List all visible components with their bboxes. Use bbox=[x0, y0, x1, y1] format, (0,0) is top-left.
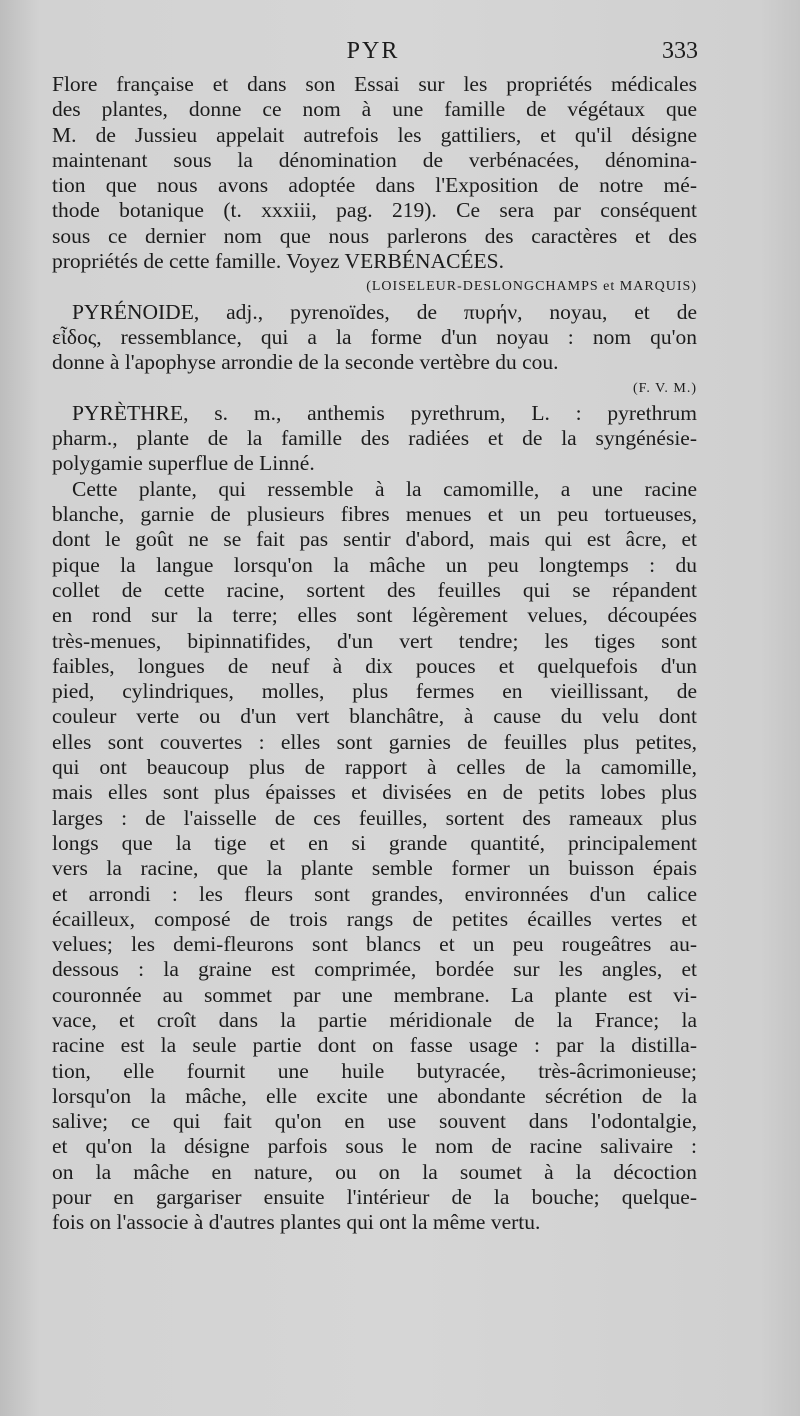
text-line: qui ont beaucoup plus de rapport à celles de la camomille, bbox=[52, 755, 697, 780]
entry-heading-line: PYRÈTHRE, s. m., anthemis pyrethrum, L. : pyrethrum bbox=[72, 400, 697, 425]
author-signature: (LOISELEUR-DESLONGCHAMPS et MARQUIS) bbox=[366, 279, 697, 295]
running-title: PYR bbox=[346, 38, 400, 64]
text-line: elles sont couvertes : elles sont garnies de feuilles plus petites, bbox=[52, 729, 697, 754]
text-line: couleur verte ou d'un vert blanchâtre, à cause du velu dont bbox=[52, 704, 697, 729]
text-line: très-menues, bipinnatifides, d'un vert tendre; les tiges sont bbox=[52, 628, 697, 653]
text-line: maintenant sous la dénomination de verbénacées, dénomina- bbox=[52, 147, 697, 172]
text-line: dont le goût ne se fait pas sentir d'abord, mais qui est âcre, et bbox=[52, 527, 697, 552]
text-line: polygamie superflue de Linné. bbox=[52, 451, 315, 476]
text-line: larges : de l'aisselle de ces feuilles, sortent des rameaux plus bbox=[52, 805, 697, 830]
text-line: et qu'on la désigne parfois sous le nom de racine salivaire : bbox=[52, 1134, 697, 1159]
text-line: tion, elle fournit une huile butyracée, très-âcrimonieuse; bbox=[52, 1058, 697, 1083]
text-line: couronnée au sommet par une membrane. La plante est vi- bbox=[52, 982, 697, 1007]
text-line: pique la langue lorsqu'on la mâche un peu longtemps : du bbox=[52, 552, 697, 577]
text-line: donne à l'apophyse arrondie de la seconde vertèbre du cou. bbox=[52, 350, 559, 375]
text-line: mais elles sont plus épaisses et divisées en de petits lobes plus bbox=[52, 780, 697, 805]
text-line: blanche, garnie de plusieurs fibres menues et un peu tortueuses, bbox=[52, 502, 697, 527]
text-line: M. de Jussieu appelait autrefois les gattiliers, et qu'il désigne bbox=[52, 122, 697, 147]
text-line: velues; les demi-fleurons sont blancs et un peu rougeâtres au- bbox=[52, 932, 697, 957]
text-line: dessous : la graine est comprimée, bordée sur les angles, et bbox=[52, 957, 697, 982]
text-line: salive; ce qui fait qu'on en use souvent dans l'odontalgie, bbox=[52, 1109, 697, 1134]
text-line: en rond sur la terre; elles sont légèrement velues, découpées bbox=[52, 603, 697, 628]
text-line: longs que la tige et en si grande quantité, principalement bbox=[52, 830, 697, 855]
text-line: racine est la seule partie dont on fasse usage : par la distilla- bbox=[52, 1033, 697, 1058]
text-line: lorsqu'on la mâche, elle excite une abondante sécrétion de la bbox=[52, 1083, 697, 1108]
text-line: pied, cylindriques, molles, plus fermes en vieillissant, de bbox=[52, 679, 697, 704]
text-line: fois on l'associe à d'autres plantes qui ont la même vertu. bbox=[52, 1210, 541, 1235]
text-line: thode botanique (t. xxxiii, pag. 219). Ce sera par conséquent bbox=[52, 198, 697, 223]
page-header bbox=[48, 38, 698, 68]
text-line: des plantes, donne ce nom à une famille de végétaux que bbox=[52, 97, 697, 122]
entry-heading-line: PYRÉNOIDE, adj., pyrenoïdes, de πυρήν, noyau, et de bbox=[72, 299, 697, 324]
text-line: εἶδος, ressemblance, qui a la forme d'un noyau : nom qu'on bbox=[52, 324, 697, 349]
body-text bbox=[52, 72, 697, 1236]
text-line: pharm., plante de la famille des radiées et de la syngénésie- bbox=[52, 426, 697, 451]
text-line: et arrondi : les fleurs sont grandes, environnées d'un calice bbox=[52, 881, 697, 906]
text-line: vace, et croît dans la partie méridionale de la France; la bbox=[52, 1007, 697, 1032]
text-line: sous ce dernier nom que nous parlerons des caractères et des bbox=[52, 223, 697, 248]
text-line: Flore française et dans son Essai sur les propriétés médicales bbox=[52, 72, 697, 96]
text-line: pour en gargariser ensuite l'intérieur de la bouche; quelque- bbox=[52, 1185, 697, 1210]
author-signature: (F. V. M.) bbox=[633, 380, 697, 396]
text-line: collet de cette racine, sortent des feuilles qui se répandent bbox=[52, 577, 697, 602]
text-line: propriétés de cette famille. Voyez VERBÉNACÉES. bbox=[52, 249, 505, 274]
text-line: tion que nous avons adoptée dans l'Exposition de notre mé- bbox=[52, 173, 697, 198]
text-line: Cette plante, qui ressemble à la camomille, a une racine bbox=[72, 476, 697, 501]
text-line: on la mâche en nature, ou on la soumet à la décoction bbox=[52, 1159, 697, 1184]
page-number: 333 bbox=[662, 38, 698, 64]
text-line: vers la racine, que la plante semble former un buisson épais bbox=[52, 856, 697, 881]
text-line: écailleux, composé de trois rangs de petites écailles vertes et bbox=[52, 906, 697, 931]
text-line: faibles, longues de neuf à dix pouces et quelquefois d'un bbox=[52, 653, 697, 678]
